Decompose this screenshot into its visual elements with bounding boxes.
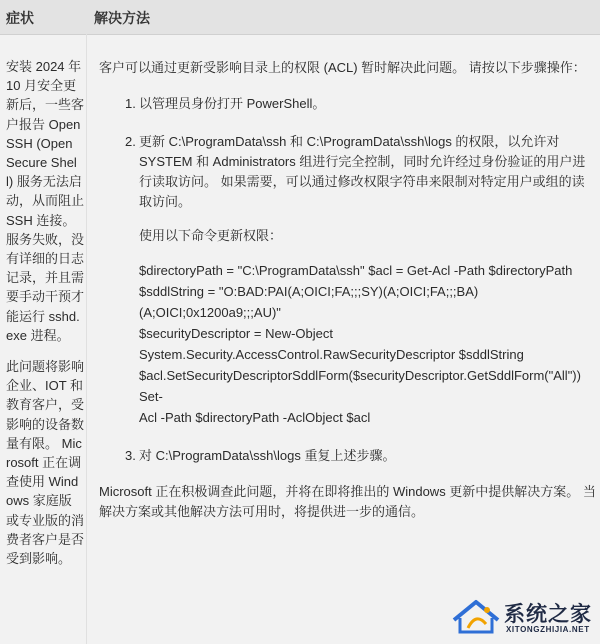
step-text: 以管理员身份打开 PowerShell。	[139, 96, 326, 111]
code-line: System.Security.AccessControl.RawSecurityDescriptor $sddlString	[139, 347, 524, 362]
column-divider	[86, 34, 87, 644]
code-line: $securityDescriptor = New-Object	[139, 326, 333, 341]
symptom-header: 症状	[6, 10, 34, 26]
table-header	[0, 0, 600, 35]
solution-intro: 客户可以通过更新受影响目录上的权限 (ACL) 暂时解决此问题。 请按以下步骤操作：	[99, 60, 586, 75]
step-number: 3.	[125, 448, 136, 463]
code-line: Acl -Path $directoryPath -AclObject $acl	[139, 410, 371, 425]
command-label: 使用以下命令更新权限：	[139, 228, 283, 243]
step-number: 1.	[125, 96, 136, 111]
solution-footer: Microsoft 正在积极调查此问题，并将在即将推出的 Windows 更新中提供解决方案。 当解决方案或其他解决方法可用时，将提供进一步的通信。	[99, 484, 596, 519]
step-item	[99, 446, 597, 466]
step-text: 更新 C:\ProgramData\ssh 和 C:\ProgramData\ssh\logs 的权限，以允许对 SYSTEM 和 Administrators 组进行完全控制，同时允许经过身份验证的用户进行读取访问。 如果需要，可以通过修改权限字符串来限制对特定用户或组的读取访问。	[139, 134, 586, 209]
site-watermark	[450, 596, 600, 640]
step-number: 2.	[125, 134, 136, 149]
powershell-code-block	[139, 260, 597, 428]
watermark-title: 系统之家	[504, 602, 592, 626]
code-line: $sddlString = "O:BAD:PAI(A;OICI;FA;;;SY)(A;OICI;FA;;;BA)(A;OICI;0x1200a9;;;AU)"	[139, 284, 479, 320]
step-item	[99, 94, 597, 114]
code-line: $directoryPath = "C:\ProgramData\ssh" $acl = Get-Acl -Path $directoryPath	[139, 263, 573, 278]
symptom-paragraph: 安装 2024 年 10 月安全更新后，一些客户报告 OpenSSH (Open Secure Shell) 服务无法启动，从而阻止 SSH 连接。 服务失败，没有详细的日志记录，并且需要手动干预才能运行 sshd.exe 进程。	[6, 59, 85, 343]
step-text: 对 C:\ProgramData\ssh\logs 重复上述步骤。	[139, 448, 396, 463]
step-item	[99, 132, 597, 428]
solution-header: 解决方法	[94, 10, 150, 26]
house-logo-icon	[450, 598, 502, 636]
steps-list	[99, 94, 597, 466]
watermark-url: XITONGZHIJIA.NET	[506, 625, 590, 634]
symptom-paragraph: 此问题将影响企业、IOT 和教育客户，受影响的设备数量有限。 Microsoft 正在调查使用 Windows 家庭版或专业版的消费者客户是否受到影响。	[6, 359, 85, 567]
solution-cell	[99, 58, 597, 522]
symptom-cell	[6, 57, 84, 580]
code-line: $acl.SetSecurityDescriptorSddlForm($securityDescriptor.GetSddlForm("All")) Set-	[139, 368, 581, 404]
